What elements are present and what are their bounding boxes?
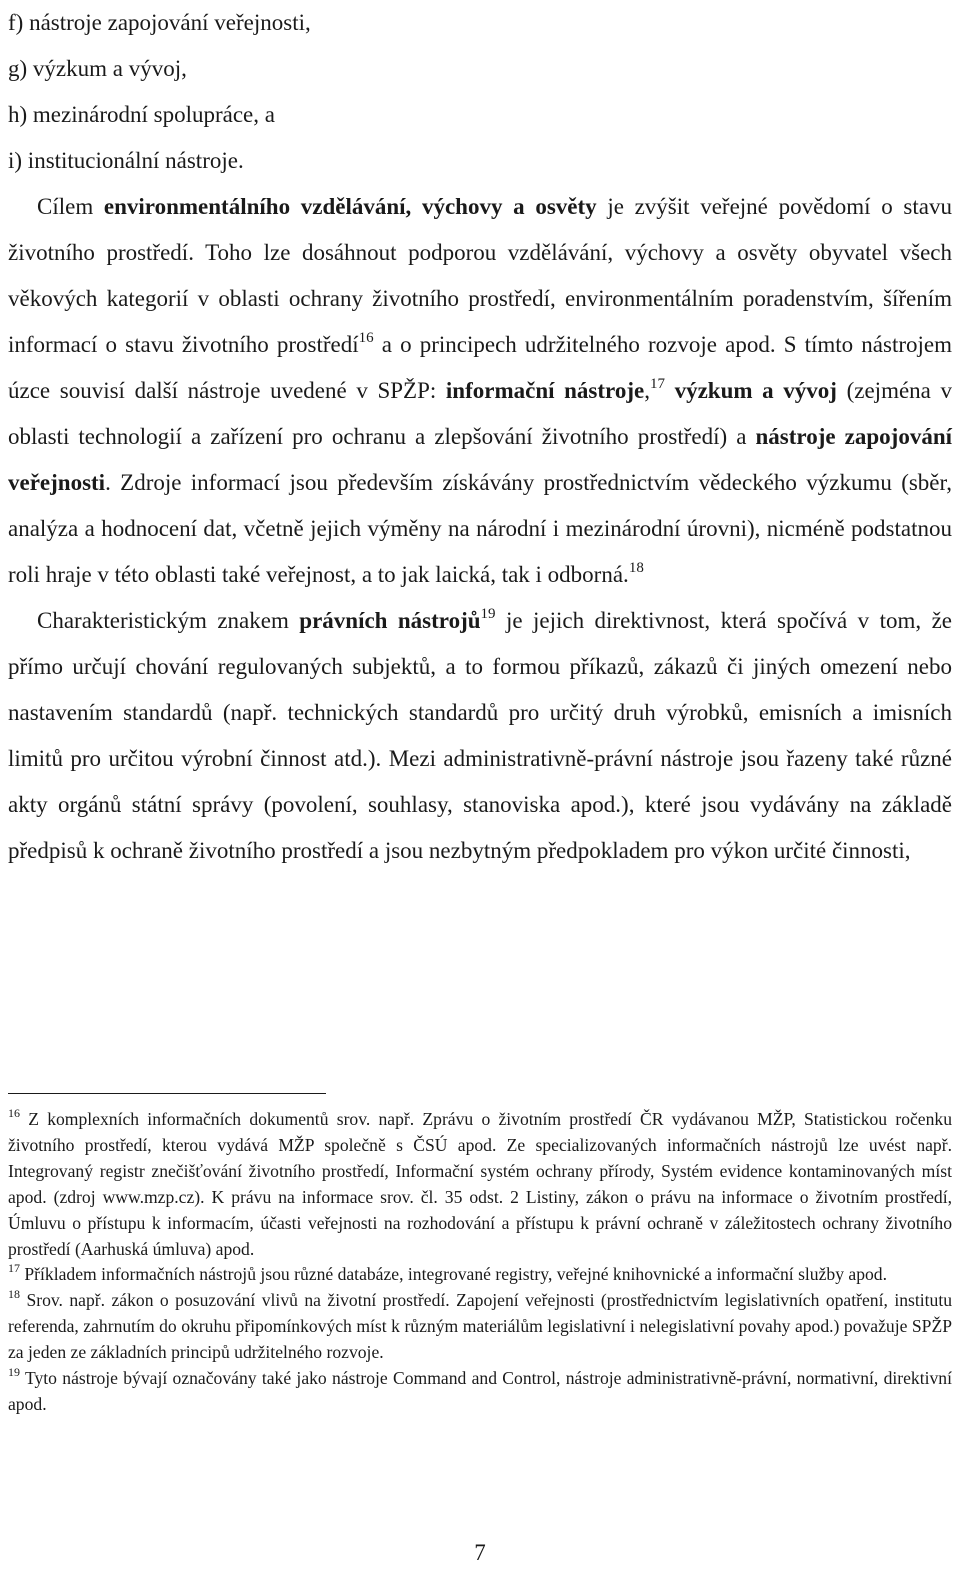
- list-item: f) nástroje zapojování veřejnosti,: [8, 10, 311, 35]
- footnote-ref-19[interactable]: 19: [480, 606, 496, 622]
- text-run: a o principech udržitelného rozvoje apod. S tímto nástrojem úzce souvisí další nástroje uvedené v SPŽP:: [8, 332, 953, 403]
- footnote-separator: [8, 1093, 326, 1094]
- footnote-text: Srov. např. zákon o posuzování vlivů na životní prostředí. Zapojení veřejnosti (prostřednictvím legislativních opatření, institutu referenda, zahrnutím do okruhu připomínkových míst k různým materiálům legislativní i nelegislativní povahy apod.) považuje SPŽP za jeden ze základních principů udržitelného rozvoje.: [8, 1290, 952, 1363]
- paragraph-legal-instruments: [8, 598, 952, 874]
- footnote-ref-17[interactable]: 17: [649, 376, 665, 392]
- list-item: h) mezinárodní spolupráce, a: [8, 102, 275, 127]
- bold-term: informační nástroje: [445, 378, 645, 403]
- page-number: 7: [474, 1540, 486, 1565]
- text-run: Charakteristickým znakem: [37, 608, 300, 633]
- text-run: je zvýšit veřejné povědomí o stavu životního prostředí. Toho lze dosáhnout podporou vzdělávání, výchovy a osvěty obyvatel všech věkových kategorií v oblasti ochrany životního prostředí, environmentálním poradenstvím, šířením informací o stavu životního prostředí: [8, 194, 952, 357]
- text-run: Cílem: [37, 194, 104, 219]
- bold-term: právních nástrojů: [299, 608, 481, 633]
- bold-term: environmentálního vzdělávání, výchovy a osvěty: [103, 194, 597, 219]
- footnote-18: [8, 1288, 952, 1366]
- instrument-list: [8, 0, 952, 184]
- footnote-ref-16[interactable]: 16: [358, 330, 374, 346]
- footnote-number: 19: [8, 1365, 20, 1380]
- text-run: [665, 378, 675, 403]
- text-run: (zejména v oblasti technologií a zařízení pro ochranu a zlepšování životního prostředí) a: [8, 378, 952, 449]
- text-run: je jejich direktivnost, která spočívá v tom, že přímo určují chování regulovaných subjektů, a to formou příkazů, zákazů či jiných omezení nebo nastavením standardů (např. technických standardů pro určitý druh výrobků, emisních a imisních limitů pro určitou výrobní činnost atd.). Mezi administrativně-právní nástroje jsou řazeny také různé akty orgánů státní správy (povolení, souhlasy, stanoviska apod.), které jsou vydávány na základě předpisů k ochraně životního prostředí a jsou nezbytným předpokladem pro výkon určité činnosti,: [8, 608, 952, 863]
- bold-term: nástroje zapojování veřejnosti: [8, 424, 953, 495]
- footnote-number: 16: [8, 1106, 20, 1120]
- paragraph-environmental-education: [8, 184, 952, 598]
- list-item: g) výzkum a vývoj,: [8, 56, 187, 81]
- footnote-text: Tyto nástroje bývají označovány také jako nástroje Command and Control, nástroje administrativně-právní, normativní, direktivní apod.: [8, 1368, 952, 1414]
- footnote-ref-18[interactable]: 18: [628, 560, 644, 576]
- footnote-number: 17: [8, 1261, 20, 1276]
- bold-term: výzkum a vývoj: [674, 378, 837, 403]
- footnote-text: Příkladem informačních nástrojů jsou různé databáze, integrované registry, veřejné knihovnické a informační služby apod.: [20, 1264, 888, 1285]
- list-item: i) institucionální nástroje.: [8, 148, 244, 173]
- footnote-text: Z komplexních informačních dokumentů srov. např. Zprávu o životním prostředí ČR vydávanou MŽP, Statistickou ročenku životního prostředí, kterou vydává MŽP společně s ČSÚ apod. Ze specializovaných informačních nástrojů lze uvést např. Integrovaný registr znečišťování životního prostředí, Informační systém ochrany přírody, Systém evidence kontaminovaných míst apod. (zdroj www.mzp.cz). K právu na informace srov. čl. 35 odst. 2 Listiny, zákon o právu na informace o životním prostředí, Úmluvu o přístupu k informacím, účasti veřejnosti na rozhodování a přístupu k právní ochraně v záležitostech ochrany životního prostředí (Aarhuská úmluva) apod.: [8, 1109, 952, 1259]
- footnote-19: [8, 1366, 952, 1418]
- page-body: [8, 0, 952, 874]
- text-run: . Zdroje informací jsou především získávány prostřednictvím vědeckého výzkumu (sběr, analýza a hodnocení dat, včetně jejich výměny na národní i mezinárodní úrovni), nicméně podstatnou roli hraje v této oblasti také veřejnost, a to jak laická, tak i odborná.: [8, 470, 952, 587]
- footnote-number: 18: [8, 1287, 20, 1302]
- footnote-16: [8, 1107, 952, 1262]
- footnote-17: [8, 1262, 952, 1288]
- text-run: ,: [644, 378, 650, 403]
- footnotes: [8, 1107, 952, 1418]
